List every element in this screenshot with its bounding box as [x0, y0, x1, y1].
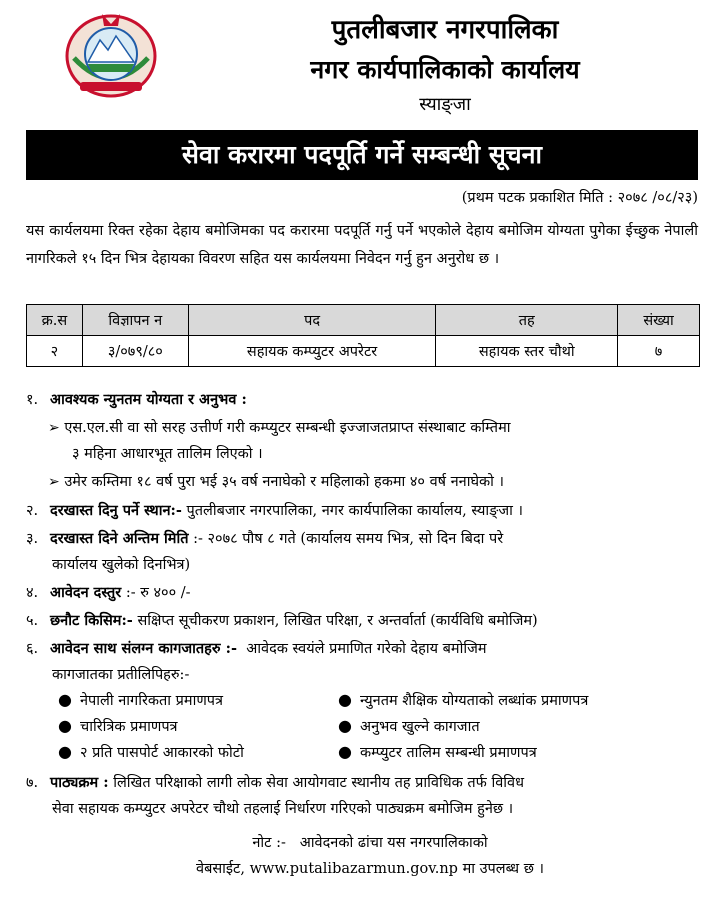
- nepal-emblem: [62, 8, 160, 100]
- document-label: अनुभव खुल्ने कागजात: [360, 719, 480, 735]
- table-header-cell: विज्ञापन न: [82, 305, 188, 336]
- table-header-cell: संख्या: [618, 305, 700, 336]
- bullet-icon: ●: [338, 690, 352, 709]
- section-text: सक्षिप्त सूचीकरण प्रकाशन, लिखित परिक्षा, र अन्तर्वार्ता (कार्यविधि बमोजिम): [137, 613, 538, 629]
- bullet-icon: ●: [338, 716, 352, 735]
- requirement-text-cont: ३ महिना आधारभूत तालिम लिएको ।: [72, 446, 263, 462]
- publication-date: (प्रथम पटक प्रकाशित मिति : २०७८ /०८/२३): [461, 190, 698, 206]
- document-item: [338, 716, 480, 736]
- section-1-heading: [26, 389, 247, 409]
- document-label: नेपाली नागरिकता प्रमाणपत्र: [80, 693, 224, 709]
- bullet-icon: ●: [58, 716, 72, 735]
- section-number: ७.: [26, 775, 39, 791]
- section-7-cont: सेवा सहायक कम्प्युटर अपरेटर चौथो तहलाई निर्धारण गरिएको पाठ्यक्रम बमोजिम हुनेछ ।: [52, 801, 514, 817]
- table-cell: ७: [618, 336, 700, 367]
- intro-paragraph: यस कार्यलयमा रिक्त रहेका देहाय बमोजिमका पद करारमा पदपूर्ति गर्नु पर्ने भएकोले देहाय बमोजिम योग्यता पुगेका ईच्छुक नेपाली नागरिकले १५ दिन भित्र देहायका विवरण सहित यस कार्यलयमा निवेदन गर्नु हुन अनुरोध छ ।: [26, 223, 698, 267]
- table-cell: २: [27, 336, 83, 367]
- section-6-cont: कागजातका प्रतीलिपिहरु:-: [52, 667, 190, 683]
- section-title: दरखास्त दिने अन्तिम मिति: [50, 530, 189, 547]
- section-3-cont: कार्यालय खुलेको दिनभित्र): [52, 557, 191, 573]
- office-name: नगर कार्यपालिकाको कार्यालय: [310, 55, 580, 84]
- section-number: २.: [26, 503, 39, 519]
- document-item: [338, 690, 588, 710]
- bullet-icon: ●: [58, 742, 72, 761]
- table-header-cell: पद: [188, 305, 436, 336]
- notice-title: सेवा करारमा पदपूर्ति गर्ने सम्बन्धी सूचना: [26, 130, 698, 180]
- section-2: [26, 500, 523, 520]
- section-6: [26, 638, 487, 658]
- bullet-icon: ●: [338, 742, 352, 761]
- vacancy-table: [26, 304, 700, 367]
- arrow-bullet-icon: ➢: [48, 420, 60, 436]
- requirement-text: उमेर कम्तिमा १८ वर्ष पुरा भई ३५ वर्ष ननाघेको र महिलाको हकमा ४० वर्ष ननाघेको ।: [64, 474, 505, 490]
- requirement-text: एस.एल.सी वा सो सरह उत्तीर्ण गरी कम्प्युटर सम्बन्धी इज्जाजतप्राप्त संस्थाबाट कम्तिमा: [64, 420, 511, 436]
- requirement-bullet: [48, 417, 511, 437]
- district-name: स्याङ्जा: [419, 94, 471, 115]
- section-title: छनौट किसिम:-: [50, 612, 133, 629]
- document-label: २ प्रति पासपोर्ट आकारको फोटो: [80, 745, 244, 761]
- section-number: ३.: [26, 531, 39, 547]
- document-item: [58, 690, 223, 710]
- section-title: आवेदन साथ संलग्न कागजातहरु :-: [50, 640, 237, 657]
- requirement-bullet: [48, 471, 504, 491]
- document-label: न्युनतम शैक्षिक योग्यताको लब्धांक प्रमाणपत्र: [360, 693, 589, 709]
- section-title: पाठ्यक्रम :: [50, 774, 109, 791]
- section-number: १.: [26, 392, 39, 408]
- section-text: लिखित परिक्षाको लागी लोक सेवा आयोगवाट स्थानीय तह प्राविधिक तर्फ विविध: [113, 775, 525, 791]
- website-note: वेबसाईट, www.putalibazarmun.gov.np मा उपलब्ध छ ।: [196, 861, 544, 877]
- section-number: ४.: [26, 585, 39, 601]
- table-cell: सहायक कम्प्युटर अपरेटर: [188, 336, 436, 367]
- table-header-row: [27, 305, 700, 336]
- section-5: [26, 610, 538, 630]
- note-line: नोट :- आवेदनको ढांचा यस नगरपालिकाको: [252, 835, 488, 851]
- section-title: आवश्यक न्युनतम योग्यता र अनुभव :: [50, 391, 247, 408]
- organization-name: पुतलीबजार नगरपालिका: [331, 15, 559, 45]
- section-title: आवेदन दस्तुर: [50, 584, 122, 601]
- section-3: [26, 528, 503, 548]
- section-number: ६.: [26, 641, 39, 657]
- section-text: :- २०७८ पौष ८ गते (कार्यालय समय भित्र, सो दिन बिदा परे: [193, 531, 504, 547]
- section-title: दरखास्त दिनु पर्ने स्थान:-: [50, 502, 182, 519]
- document-label: चारित्रिक प्रमाणपत्र: [80, 719, 178, 735]
- section-number: ५.: [26, 613, 39, 629]
- document-label: कम्प्युटर तालिम सम्बन्धी प्रमाणपत्र: [360, 745, 537, 761]
- section-text: :- रु ४०० /-: [125, 585, 191, 601]
- section-4: [26, 582, 191, 602]
- section-text: आवेदक स्वयंले प्रमाणित गरेको देहाय बमोजिम: [246, 641, 487, 657]
- document-item: [58, 742, 244, 762]
- section-7: [26, 772, 524, 792]
- table-header-cell: क्र.स: [27, 305, 83, 336]
- table-cell: ३/०७९/८०: [82, 336, 188, 367]
- document-item: [338, 742, 537, 762]
- table-row: [27, 336, 700, 367]
- bullet-icon: ●: [58, 690, 72, 709]
- arrow-bullet-icon: ➢: [48, 474, 60, 490]
- table-header-cell: तह: [436, 305, 618, 336]
- document-item: [58, 716, 178, 736]
- note-block: [110, 830, 630, 882]
- table-cell: सहायक स्तर चौथो: [436, 336, 618, 367]
- section-text: पुतलीबजार नगरपालिका, नगर कार्यपालिका कार्यालय, स्याङ्जा ।: [186, 503, 524, 519]
